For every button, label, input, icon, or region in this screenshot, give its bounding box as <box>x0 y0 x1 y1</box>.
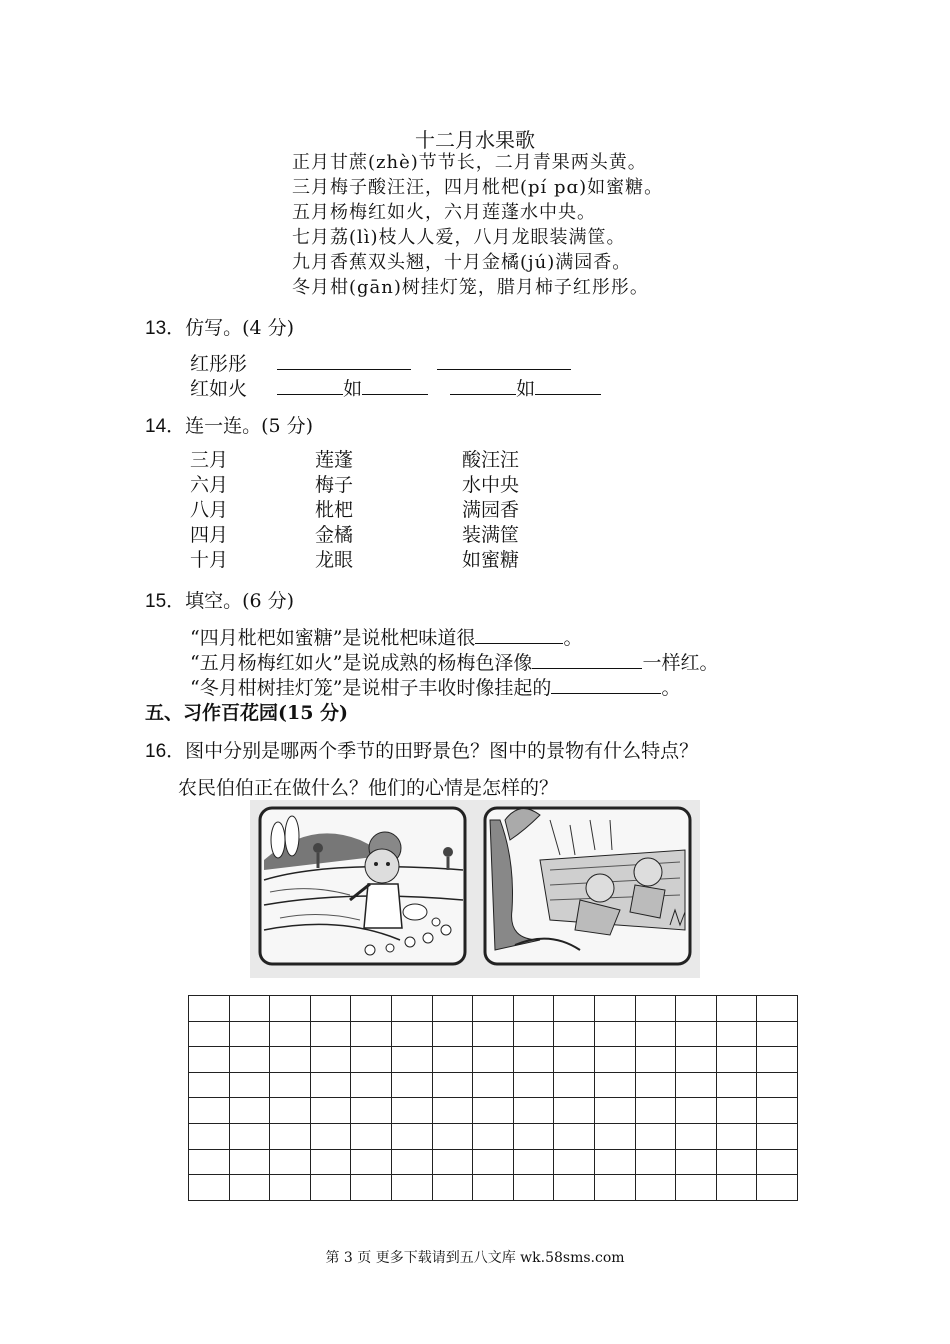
sentence-text: “冬月柑树挂灯笼”是说柑子丰收时像挂起的 <box>190 677 552 699</box>
phrase-item[interactable]: 酸汪汪 <box>462 449 520 471</box>
month-item[interactable]: 四月 <box>190 524 229 546</box>
answer-blank[interactable] <box>277 376 343 395</box>
grid-cell[interactable] <box>310 1175 351 1201</box>
grid-cell[interactable] <box>310 996 351 1022</box>
grid-cell[interactable] <box>432 996 473 1022</box>
q15-sentence-1 <box>190 623 582 650</box>
grid-cell[interactable] <box>351 1123 392 1149</box>
poem-line: 九月香蕉双头翘，十月金橘(jú)满园香。 <box>292 252 632 273</box>
grid-cell[interactable] <box>716 1175 757 1201</box>
phrase-item[interactable]: 水中央 <box>462 474 520 496</box>
grid-cell[interactable] <box>229 1123 270 1149</box>
grid-row <box>189 1123 798 1149</box>
grid-cell[interactable] <box>716 1021 757 1047</box>
grid-cell[interactable] <box>229 1021 270 1047</box>
sentence-text: “五月杨梅红如火”是说成熟的杨梅色泽像 <box>190 652 533 674</box>
q13-row-1 <box>190 349 571 376</box>
grid-cell[interactable] <box>594 996 635 1022</box>
grid-cell[interactable] <box>554 996 595 1022</box>
grid-cell[interactable] <box>716 1072 757 1098</box>
grid-cell[interactable] <box>310 1123 351 1149</box>
grid-cell[interactable] <box>310 1149 351 1175</box>
fruits-column <box>315 448 353 573</box>
grid-cell[interactable] <box>676 1098 717 1124</box>
poem-line: 三月梅子酸汪汪，四月枇杷(pí pɑ)如蜜糖。 <box>292 177 664 198</box>
grid-cell[interactable] <box>554 1149 595 1175</box>
grid-cell[interactable] <box>432 1047 473 1073</box>
grid-cell[interactable] <box>432 1149 473 1175</box>
grid-cell[interactable] <box>270 1149 311 1175</box>
grid-cell[interactable] <box>635 1149 676 1175</box>
grid-cell[interactable] <box>432 1098 473 1124</box>
grid-cell[interactable] <box>473 996 514 1022</box>
question-title: 仿写。(4 分) <box>185 317 295 339</box>
grid-cell[interactable] <box>594 1047 635 1073</box>
grid-row <box>189 1072 798 1098</box>
grid-cell[interactable] <box>757 1047 798 1073</box>
fruit-item[interactable]: 龙眼 <box>315 549 354 571</box>
grid-cell[interactable] <box>757 1149 798 1175</box>
grid-cell[interactable] <box>229 1175 270 1201</box>
q13-row-2 <box>190 374 601 401</box>
month-item[interactable]: 三月 <box>190 449 229 471</box>
grid-cell[interactable] <box>676 1149 717 1175</box>
section-5-title: 五、习作百花园(15 分) <box>145 702 349 724</box>
question-number: 14． <box>145 416 186 437</box>
sentence-text: 一样红。 <box>642 652 719 674</box>
grid-cell[interactable] <box>716 1149 757 1175</box>
grid-cell[interactable] <box>757 1072 798 1098</box>
q13-label-2: 红如火 <box>190 378 248 400</box>
question-number: 15． <box>145 591 186 612</box>
grid-cell[interactable] <box>351 1021 392 1047</box>
grid-cell[interactable] <box>716 1098 757 1124</box>
grid-cell[interactable] <box>594 1021 635 1047</box>
grid-row <box>189 1021 798 1047</box>
grid-cell[interactable] <box>473 1021 514 1047</box>
spring-field-picture <box>260 808 465 964</box>
phrase-item[interactable]: 如蜜糖 <box>462 549 520 571</box>
month-item[interactable]: 十月 <box>190 549 229 571</box>
grid-cell[interactable] <box>757 1175 798 1201</box>
grid-cell[interactable] <box>310 1072 351 1098</box>
writing-grid[interactable] <box>188 995 798 1201</box>
grid-cell[interactable] <box>635 1072 676 1098</box>
grid-cell[interactable] <box>270 996 311 1022</box>
question-16-line-2: 农民伯伯正在做什么？他们的心情是怎样的？ <box>178 777 559 799</box>
grid-cell[interactable] <box>391 1098 432 1124</box>
grid-cell[interactable] <box>270 1047 311 1073</box>
grid-cell[interactable] <box>635 996 676 1022</box>
grid-cell[interactable] <box>554 1123 595 1149</box>
grid-cell[interactable] <box>635 1175 676 1201</box>
month-item[interactable]: 八月 <box>190 499 229 521</box>
grid-cell[interactable] <box>189 1149 230 1175</box>
grid-row <box>189 1149 798 1175</box>
months-column <box>190 448 228 573</box>
grid-row <box>189 996 798 1022</box>
phrases-column <box>462 448 519 573</box>
grid-cell[interactable] <box>513 1098 554 1124</box>
grid-cell[interactable] <box>310 1098 351 1124</box>
grid-row <box>189 1098 798 1124</box>
answer-blank[interactable] <box>551 675 661 694</box>
grid-cell[interactable] <box>189 1047 230 1073</box>
grid-cell[interactable] <box>676 1021 717 1047</box>
grid-cell[interactable] <box>189 1175 230 1201</box>
grid-cell[interactable] <box>554 1098 595 1124</box>
grid-cell[interactable] <box>757 1098 798 1124</box>
grid-cell[interactable] <box>351 1098 392 1124</box>
grid-cell[interactable] <box>473 1123 514 1149</box>
question-title: 填空。(6 分) <box>185 590 295 612</box>
question-14-heading <box>145 411 313 438</box>
grid-cell[interactable] <box>757 1021 798 1047</box>
grid-cell[interactable] <box>310 1047 351 1073</box>
grid-row <box>189 1047 798 1073</box>
grid-cell[interactable] <box>513 1072 554 1098</box>
ru-char: 如 <box>343 378 363 400</box>
answer-blank[interactable] <box>277 351 411 370</box>
fruit-item[interactable]: 梅子 <box>315 474 354 496</box>
grid-cell[interactable] <box>310 1021 351 1047</box>
grid-cell[interactable] <box>189 1098 230 1124</box>
fruit-item[interactable]: 莲蓬 <box>315 449 354 471</box>
fruit-item[interactable]: 枇杷 <box>315 499 354 521</box>
grid-cell[interactable] <box>351 996 392 1022</box>
grid-cell[interactable] <box>594 1175 635 1201</box>
sentence-text: “四月枇杷如蜜糖”是说枇杷味道很 <box>190 627 476 649</box>
grid-cell[interactable] <box>513 1149 554 1175</box>
grid-cell[interactable] <box>391 1047 432 1073</box>
grid-cell[interactable] <box>757 996 798 1022</box>
answer-blank[interactable] <box>362 376 428 395</box>
poem-title: 十二月水果歌 <box>415 128 535 152</box>
grid-cell[interactable] <box>270 1098 311 1124</box>
grid-cell[interactable] <box>554 1021 595 1047</box>
grid-cell[interactable] <box>635 1047 676 1073</box>
grid-cell[interactable] <box>473 1149 514 1175</box>
grid-cell[interactable] <box>513 1021 554 1047</box>
grid-cell[interactable] <box>189 1072 230 1098</box>
grid-cell[interactable] <box>270 1021 311 1047</box>
answer-blank[interactable] <box>535 376 601 395</box>
grid-cell[interactable] <box>594 1098 635 1124</box>
poem-line: 五月杨梅红如火，六月莲蓬水中央。 <box>292 202 596 223</box>
grid-cell[interactable] <box>270 1123 311 1149</box>
answer-blank[interactable] <box>437 351 571 370</box>
grid-cell[interactable] <box>473 1175 514 1201</box>
question-number: 13． <box>145 318 186 339</box>
grid-cell[interactable] <box>513 1123 554 1149</box>
autumn-field-picture <box>485 808 690 964</box>
grid-cell[interactable] <box>229 996 270 1022</box>
poem-line: 冬月柑(gān)树挂灯笼，腊月柿子红彤彤。 <box>292 277 649 298</box>
grid-cell[interactable] <box>635 1123 676 1149</box>
question-title: 连一连。(5 分) <box>185 415 314 437</box>
grid-cell[interactable] <box>189 996 230 1022</box>
grid-cell[interactable] <box>432 1123 473 1149</box>
grid-cell[interactable] <box>229 1047 270 1073</box>
grid-cell[interactable] <box>594 1072 635 1098</box>
q13-label-1: 红彤彤 <box>190 353 248 375</box>
grid-cell[interactable] <box>391 1123 432 1149</box>
grid-cell[interactable] <box>391 1149 432 1175</box>
grid-cell[interactable] <box>351 1047 392 1073</box>
month-item[interactable]: 六月 <box>190 474 229 496</box>
q15-sentence-3 <box>190 673 680 700</box>
fruit-item[interactable]: 金橘 <box>315 524 354 546</box>
grid-cell[interactable] <box>554 1047 595 1073</box>
grid-cell[interactable] <box>554 1072 595 1098</box>
grid-cell[interactable] <box>594 1149 635 1175</box>
answer-blank[interactable] <box>450 376 516 395</box>
question-16-line-1 <box>145 736 698 763</box>
grid-cell[interactable] <box>229 1072 270 1098</box>
grid-cell[interactable] <box>351 1072 392 1098</box>
grid-cell[interactable] <box>716 1123 757 1149</box>
grid-cell[interactable] <box>594 1123 635 1149</box>
grid-cell[interactable] <box>635 1021 676 1047</box>
grid-cell[interactable] <box>391 1021 432 1047</box>
grid-cell[interactable] <box>513 1175 554 1201</box>
q15-sentence-2 <box>190 648 718 675</box>
grid-cell[interactable] <box>513 1047 554 1073</box>
grid-cell[interactable] <box>229 1149 270 1175</box>
grid-cell[interactable] <box>432 1072 473 1098</box>
sentence-text: 。 <box>563 627 583 649</box>
poem-line: 正月甘蔗(zhè)节节长，二月青果两头黄。 <box>292 152 647 173</box>
grid-cell[interactable] <box>189 1123 230 1149</box>
grid-cell[interactable] <box>432 1175 473 1201</box>
answer-blank[interactable] <box>532 650 642 669</box>
grid-cell[interactable] <box>391 1072 432 1098</box>
grid-cell[interactable] <box>473 1047 514 1073</box>
grid-cell[interactable] <box>676 996 717 1022</box>
grid-cell[interactable] <box>635 1098 676 1124</box>
grid-cell[interactable] <box>189 1021 230 1047</box>
grid-cell[interactable] <box>513 996 554 1022</box>
phrase-item[interactable]: 装满筐 <box>462 524 520 546</box>
season-illustrations <box>250 800 700 978</box>
grid-cell[interactable] <box>554 1175 595 1201</box>
ru-char: 如 <box>516 378 536 400</box>
grid-cell[interactable] <box>716 996 757 1022</box>
page-footer: 第 3 页 更多下载请到五八文库 wk.58sms.com <box>325 1250 625 1266</box>
grid-cell[interactable] <box>676 1175 717 1201</box>
question-number: 16． <box>145 741 186 762</box>
grid-cell[interactable] <box>391 1175 432 1201</box>
answer-blank[interactable] <box>475 625 563 644</box>
grid-cell[interactable] <box>351 1149 392 1175</box>
sentence-text: 。 <box>661 677 681 699</box>
grid-cell[interactable] <box>676 1123 717 1149</box>
grid-cell[interactable] <box>229 1098 270 1124</box>
grid-cell[interactable] <box>473 1098 514 1124</box>
grid-row <box>189 1175 798 1201</box>
grid-cell[interactable] <box>391 996 432 1022</box>
grid-cell[interactable] <box>757 1123 798 1149</box>
question-13-heading <box>145 313 294 340</box>
grid-cell[interactable] <box>676 1047 717 1073</box>
poem-body <box>292 150 663 300</box>
grid-cell[interactable] <box>270 1175 311 1201</box>
question-text: 图中分别是哪两个季节的田野景色？图中的景物有什么特点？ <box>185 740 699 762</box>
grid-cell[interactable] <box>676 1072 717 1098</box>
grid-cell[interactable] <box>270 1072 311 1098</box>
grid-cell[interactable] <box>473 1072 514 1098</box>
question-15-heading <box>145 586 294 613</box>
phrase-item[interactable]: 满园香 <box>462 499 520 521</box>
grid-cell[interactable] <box>432 1021 473 1047</box>
grid-cell[interactable] <box>351 1175 392 1201</box>
grid-cell[interactable] <box>716 1047 757 1073</box>
poem-line: 七月荔(lì)枝人人爱，八月龙眼装满筐。 <box>292 227 626 248</box>
